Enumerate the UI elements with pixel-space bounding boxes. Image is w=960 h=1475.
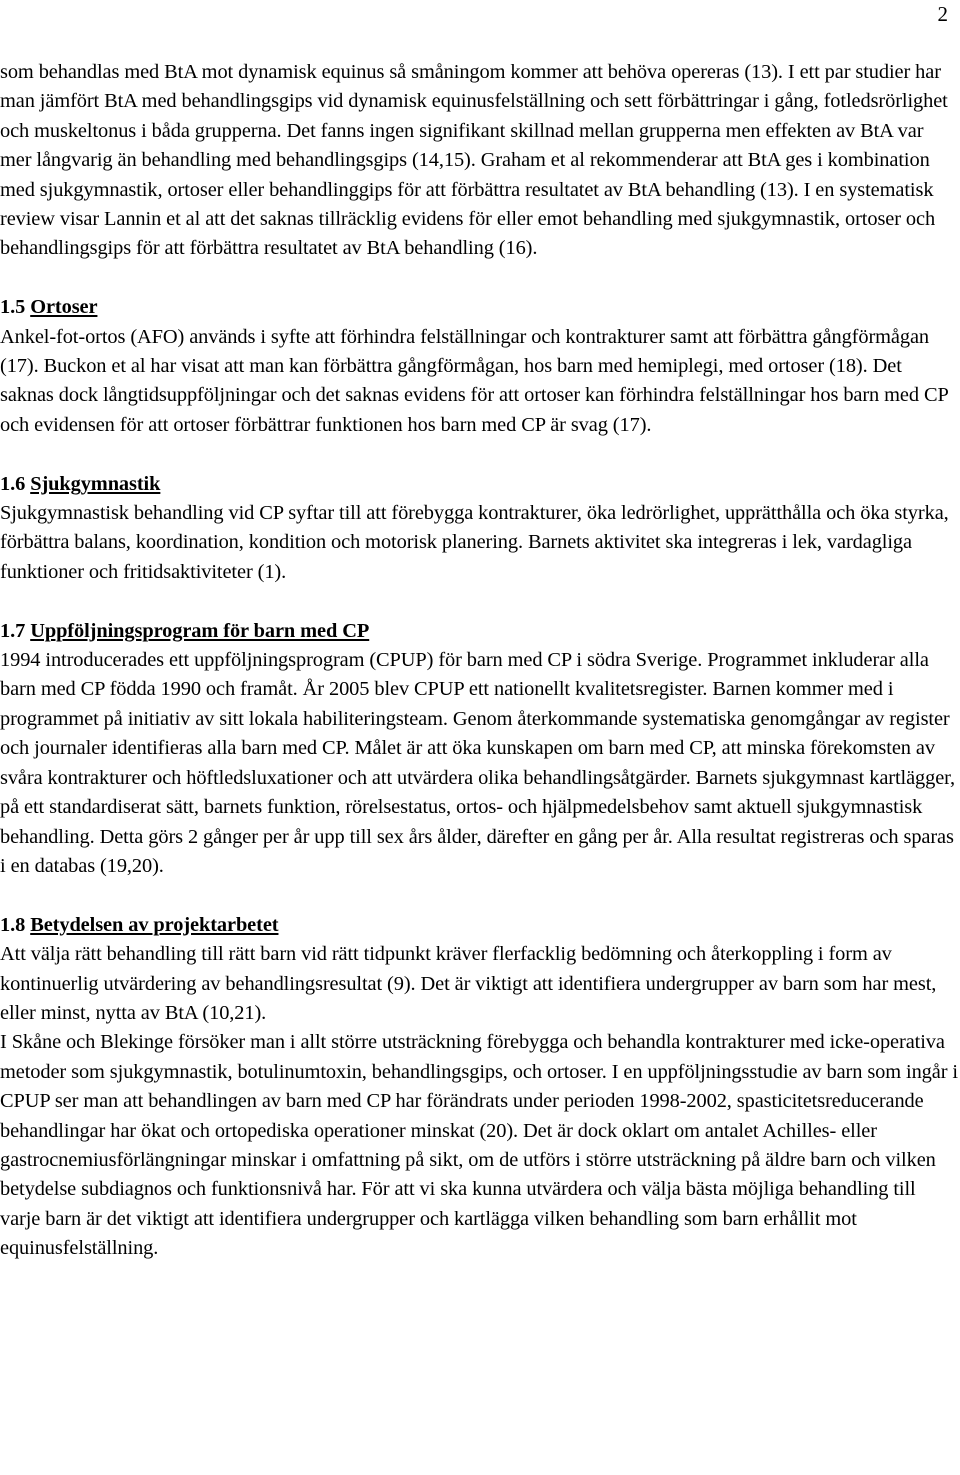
section-paragraph: I Skåne och Blekinge försöker man i allt större utsträckning förebygga och behandla kontrakturer med icke-operativa metoder som sjukgymnastik, botulinumtoxin, behandlingsgips, och ortoser. I en uppföljningsstudie av barn som ingår i CPUP ser man att behandlingen av barn med CP har förändrats under perioden 1998-2002, spasticitetsreducerande behandlingar har ökat och ortopediska operationer minskat (20). Det är dock oklart om antalet Achilles- eller gastrocnemiusförlängningar minskar i omfattning på sikt, om de utförs i större utsträckning på äldre barn och vilken betydelse subdiagnos och funktionsnivå har. För att vi ska kunna utvärdera och välja bästa möjliga behandling till varje barn är det viktigt att identifiera undergrupper och kartlägga vilken behandling som barn erhållit mot equinusfelställning. — [0, 1031, 958, 1260]
section-heading-uppfoljningsprogram — [0, 617, 958, 646]
section-number: 1.7 — [0, 619, 26, 642]
section-title: Ortoser — [30, 296, 98, 319]
section-heading-sjukgymnastik — [0, 470, 958, 499]
section-spacer — [0, 881, 958, 910]
section-spacer — [0, 264, 958, 293]
section-number: 1.6 — [0, 472, 26, 495]
section-paragraph: Sjukgymnastisk behandling vid CP syftar till att förebygga kontrakturer, öka ledrörlighet, upprätthålla och öka styrka, förbättra balans, koordination, kondition och motorisk planering. Barnets aktivitet ska integreras i lek, vardagliga funktioner och fritidsaktiviteter (1). — [0, 502, 949, 583]
page-number: 2 — [937, 2, 948, 26]
section-title: Sjukgymnastik — [30, 472, 161, 495]
section-spacer — [0, 440, 958, 469]
section-number: 1.5 — [0, 296, 26, 319]
section-paragraph: Ankel-fot-ortos (AFO) används i syfte att förhindra felställningar och kontrakturer samt att förbättra gångförmågan (17). Buckon et al har visat att man kan förbättra gångförmågan, hos barn med hemiplegi, med ortoser (18). Det saknas dock långtidsuppföljningar och det saknas evidens för att ortoser kan förhindra felställningar hos barn med CP och evidensen för att ortoser förbättrar funktionen hos barn med CP är svag (17). — [0, 325, 948, 436]
section-number: 1.8 — [0, 913, 26, 936]
intro-paragraph: som behandlas med BtA mot dynamisk equinus så småningom kommer att behöva opereras (13). I ett par studier har man jämfört BtA med behandlingsgips vid dynamisk equinusfelställning och sett förbättringar i gång, fotledsrörlighet och muskeltonus i båda grupperna. Det fanns ingen signifikant skillnad mellan grupperna men effekten av BtA var mer långvarig än behandling med behandlingsgips (14,15). Graham et al rekommenderar att BtA ges i kombination med sjukgymnastik, ortoser eller behandlinggips för att förbättra resultatet av BtA behandling (13). I en systematisk review visar Lannin et al att det saknas tillräcklig evidens för eller emot behandling med sjukgymnastik, ortoser och behandlingsgips för att förbättra resultatet av BtA behandling (16). — [0, 61, 948, 260]
section-paragraph: Att välja rätt behandling till rätt barn vid rätt tidpunkt kräver flerfacklig bedömning och återkoppling i form av kontinuerlig utvärdering av behandlingsresultat (9). Det är viktigt att identifiera undergrupper av barn som har mest, eller minst, nytta av BtA (10,21). — [0, 943, 937, 1024]
section-paragraph: 1994 introducerades ett uppföljningsprogram (CPUP) för barn med CP i södra Sverige. Programmet inkluderar alla barn med CP födda 1990 och framåt. År 2005 blev CPUP ett nationellt kvalitetsregister. Barnen kommer med i programmet på initiativ av sitt lokala habiliteringsteam. Genom återkommande systematiska genomgångar av register och journaler identifieras alla barn med CP. Målet är att öka kunskapen om barn med CP, att minska förekomsten av svåra kontrakturer och höftledsluxationer och att utvärdera olika behandlingsåtgärder. Barnets sjukgymnast kartlägger, på ett standardiserat sätt, barnets funktion, rörelsestatus, ortos- och hjälpmedelsbehov samt aktuell sjukgymnastisk behandling. Detta görs 2 gånger per år upp till sex års ålder, därefter en gång per år. Alla resultat registreras och sparas i en databas (19,20). — [0, 649, 956, 877]
section-spacer — [0, 587, 958, 616]
document-body — [0, 58, 958, 1264]
section-heading-ortoser — [0, 293, 958, 322]
section-title: Betydelsen av projektarbetet — [30, 913, 279, 936]
section-heading-betydelsen — [0, 911, 958, 940]
section-title: Uppföljningsprogram för barn med CP — [30, 619, 370, 642]
